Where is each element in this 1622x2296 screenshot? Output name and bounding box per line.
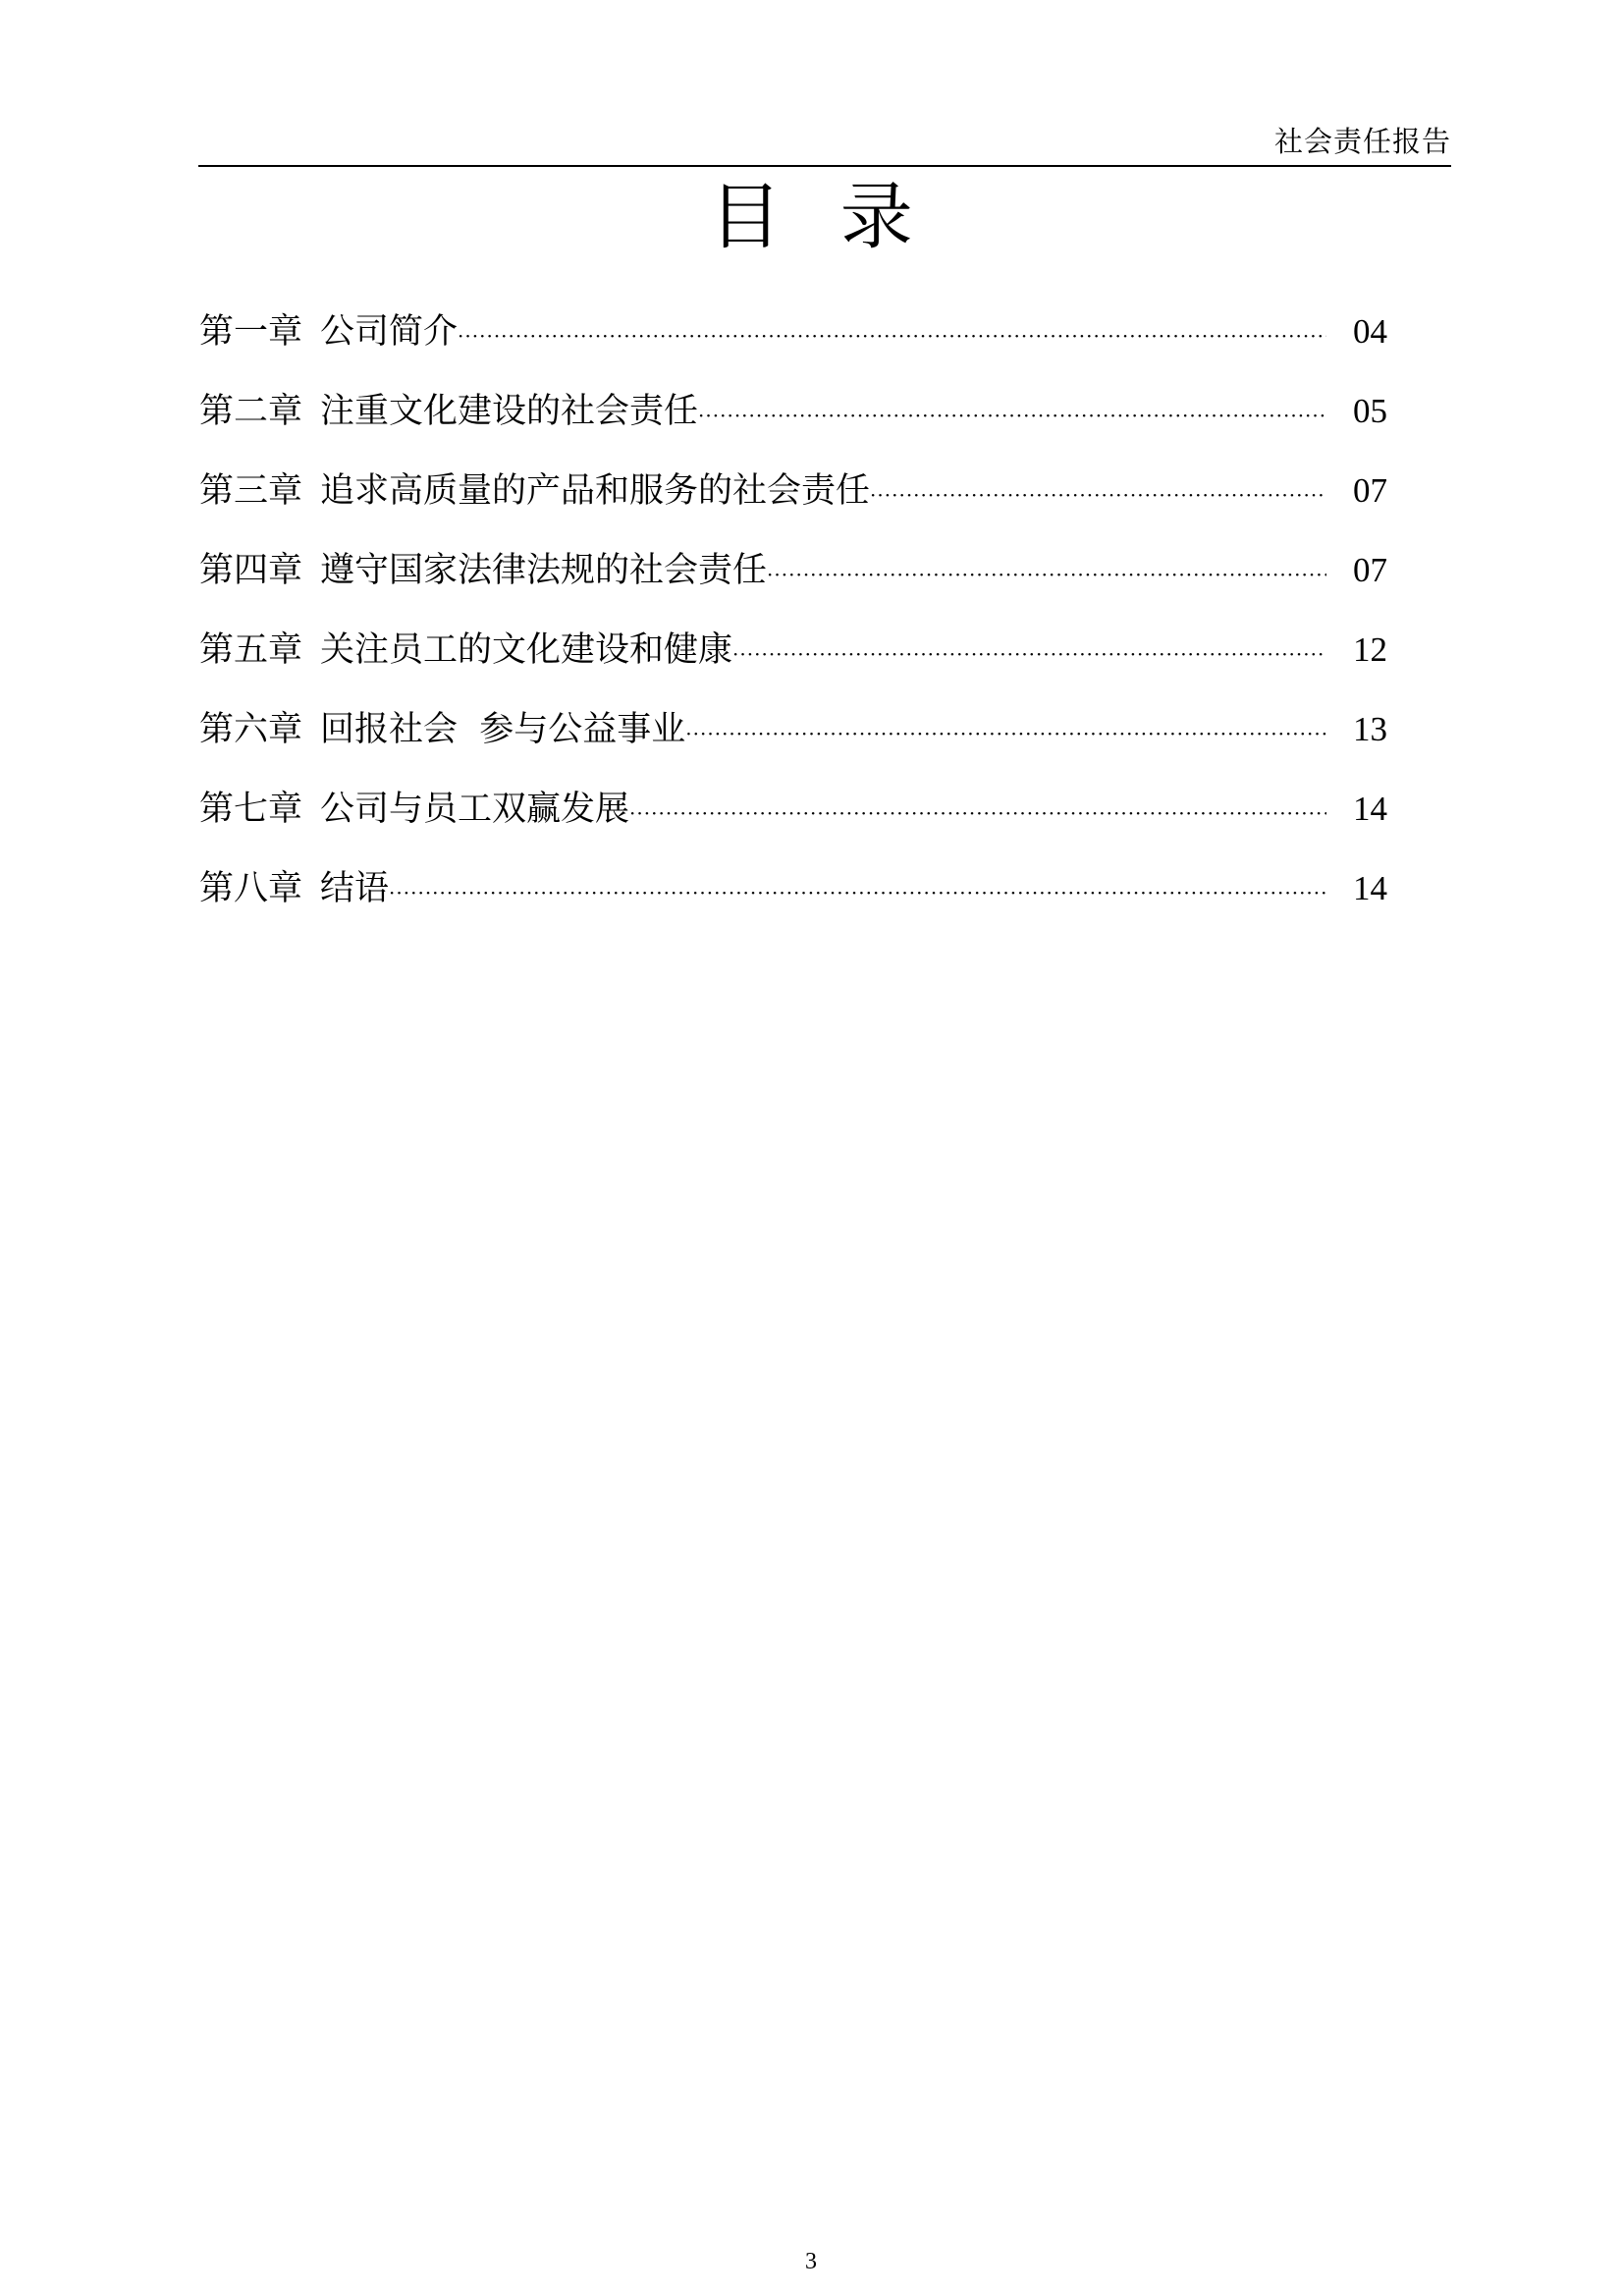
toc-chapter-title: 公司简介 [320, 312, 459, 352]
toc-chapter-number: 第三章 [199, 471, 303, 511]
toc-dot-leader [389, 863, 1326, 922]
toc-dot-leader [629, 784, 1326, 843]
toc-chapter-title: 结语 [320, 869, 390, 908]
toc-entry[interactable] [199, 700, 1387, 780]
toc-dot-leader [732, 625, 1326, 683]
toc-page-number: 13 [1353, 710, 1387, 748]
toc-dot-leader [685, 704, 1326, 763]
toc-page-number: 05 [1353, 392, 1387, 430]
toc-chapter-number: 第一章 [199, 312, 303, 352]
header-rule [198, 165, 1451, 167]
toc-page-number: 12 [1353, 630, 1387, 669]
toc-chapter-number: 第二章 [199, 392, 303, 431]
toc-chapter-title: 关注员工的文化建设和健康 [320, 630, 733, 670]
toc-entry[interactable] [199, 382, 1387, 462]
toc-page-number: 14 [1353, 790, 1387, 828]
toc-dot-leader [767, 545, 1326, 604]
toc-title: 目 录 [709, 175, 931, 259]
page-number: 3 [805, 2249, 817, 2274]
toc-chapter-title: 注重文化建设的社会责任 [320, 392, 699, 431]
toc-chapter-number: 第四章 [199, 551, 303, 590]
toc-entry[interactable] [199, 462, 1387, 541]
toc-page-number: 14 [1353, 869, 1387, 907]
toc-entry[interactable] [199, 541, 1387, 621]
toc-dot-leader [870, 465, 1326, 524]
toc-dot-leader [698, 386, 1326, 445]
toc-chapter-number: 第六章 [199, 710, 303, 749]
toc-entry[interactable] [199, 621, 1387, 700]
toc-chapter-number: 第八章 [199, 869, 303, 908]
toc-page-number: 04 [1353, 312, 1387, 351]
toc-chapter-title: 回报社会 参与公益事业 [320, 710, 686, 749]
toc-entry[interactable] [199, 780, 1387, 859]
toc-page-number: 07 [1353, 471, 1387, 510]
toc-chapter-title: 追求高质量的产品和服务的社会责任 [320, 471, 871, 511]
toc-page-number: 07 [1353, 551, 1387, 589]
toc-dot-leader [458, 306, 1326, 365]
toc-entry[interactable] [199, 302, 1387, 382]
toc-chapter-title: 遵守国家法律法规的社会责任 [320, 551, 768, 590]
running-header: 社会责任报告 [1273, 125, 1451, 158]
toc-entry[interactable] [199, 859, 1387, 939]
toc-chapter-number: 第五章 [199, 630, 303, 670]
toc-list [199, 302, 1387, 939]
toc-chapter-title: 公司与员工双赢发展 [320, 790, 630, 829]
toc-chapter-number: 第七章 [199, 790, 303, 829]
